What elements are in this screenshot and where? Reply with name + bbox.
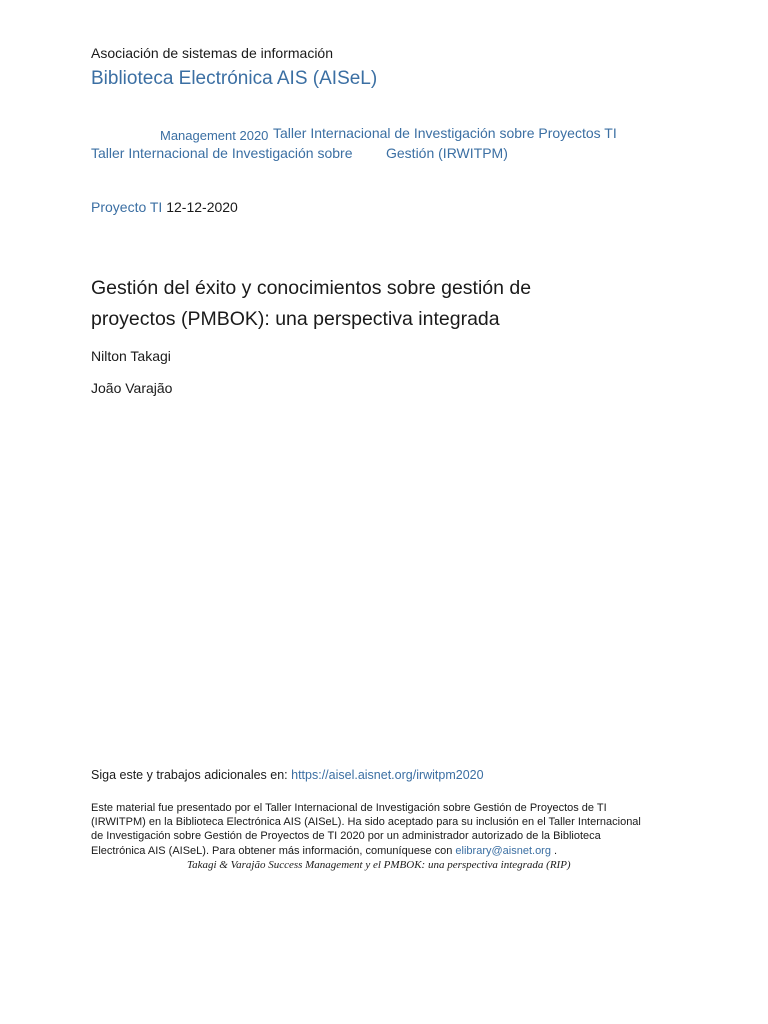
running-footer: Takagi & Varajão Success Management y el PMBOK: una perspectiva integrada (RIP) [187, 859, 571, 871]
organization-name: Asociación de sistemas de información [91, 45, 334, 61]
workshop-title-link[interactable]: Taller Internacional de Investigación sobre Proyectos TI [273, 125, 617, 141]
author-name: João Varajão [91, 380, 173, 396]
publication-date: 12-12-2020 [166, 199, 238, 215]
workshop-abbrev-link[interactable]: Gestión (IRWITPM) [386, 145, 508, 161]
paper-title: Gestión del éxito y conocimientos sobre gestión de proyectos (PMBOK): una perspectiva integrada [91, 277, 532, 330]
notice-text: Este material fue presentado por el Taller Internacional de Investigación sobre Gestión de Proyectos de TI (IRWITPM) en la Biblioteca Electrónica AIS (AISeL). Ha sido aceptado para su inclusión en el Taller Internacional de Investigación sobre Gestión de Proyectos de TI 2020 por un administrador autorizado de la Biblioteca Electrónica AIS (AISeL). Para obtener más información, comuníquese con [91, 802, 641, 857]
author-name: Nilton Takagi [91, 348, 171, 364]
notice-paragraph [91, 801, 656, 858]
workshop-title-link-2[interactable]: Taller Internacional de Investigación sobre [91, 145, 353, 161]
follow-url-link[interactable]: https://aisel.aisnet.org/irwitpm2020 [291, 768, 484, 782]
follow-line [91, 768, 484, 782]
follow-label: Siga este y trabajos adicionales en: [91, 768, 292, 782]
meta-line [91, 199, 238, 215]
library-link[interactable]: Biblioteca Electrónica AIS (AISeL) [91, 68, 378, 89]
notice-end: . [550, 844, 558, 857]
category-link[interactable]: Proyecto TI [91, 199, 163, 215]
workshop-management-link[interactable]: Management 2020 [160, 128, 269, 143]
email-link[interactable]: elibrary@aisnet.org [455, 844, 551, 857]
